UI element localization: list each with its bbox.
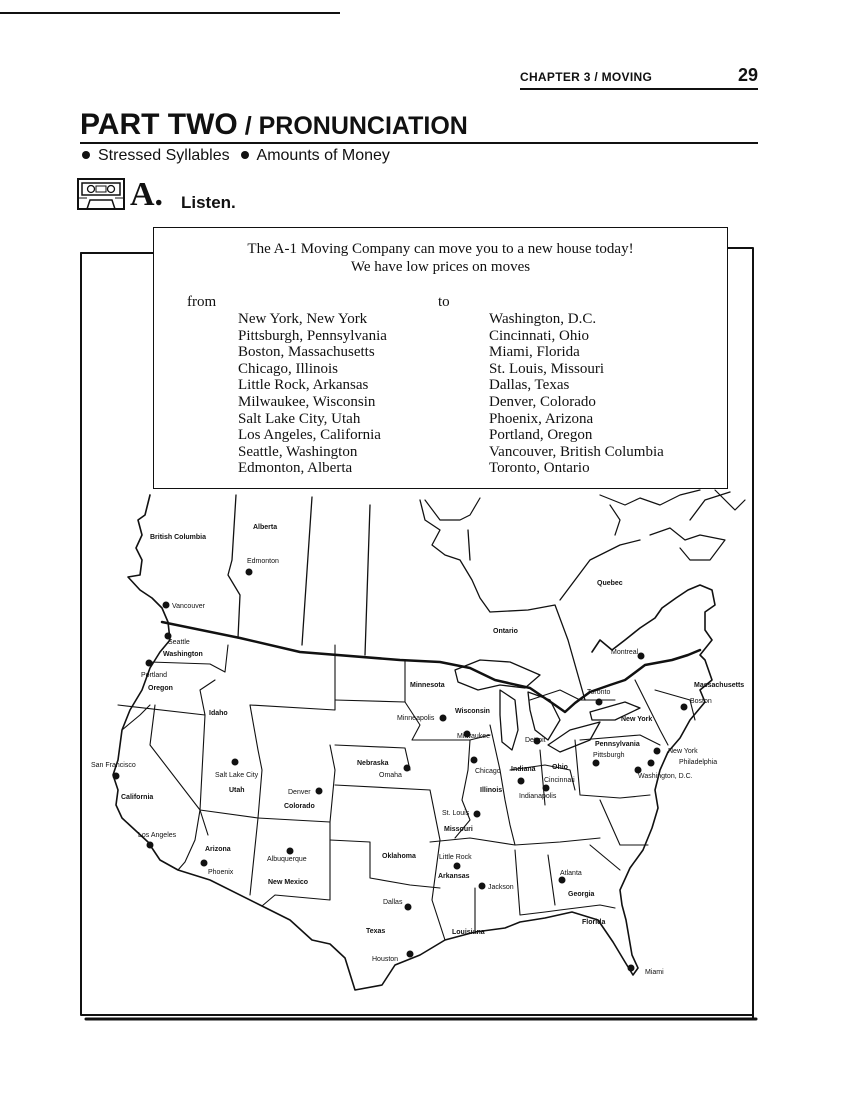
label-arizona: Arizona	[205, 846, 231, 853]
label-st-louis: St. Louis	[442, 810, 470, 817]
label-british-columbia: British Columbia	[150, 534, 207, 541]
part-separator: /	[237, 112, 259, 140]
origin-city-list	[238, 311, 387, 477]
label-arkansas: Arkansas	[438, 873, 470, 880]
destination-city: Vancouver, British Columbia	[489, 443, 664, 460]
part-heading	[80, 108, 468, 142]
label-florida: Florida	[582, 919, 606, 926]
label-colorado: Colorado	[284, 803, 315, 810]
label-boston: Boston	[690, 698, 712, 705]
ad-headline: The A-1 Moving Company can move you to a new house today!	[247, 241, 634, 257]
label-seattle: Seattle	[168, 639, 190, 646]
origin-city: Little Rock, Arkansas	[238, 377, 369, 394]
label-new-york-state: New York	[621, 716, 653, 723]
topic-list	[80, 147, 390, 165]
label-louisiana: Louisiana	[452, 929, 485, 936]
label-indianapolis: Indianapolis	[519, 793, 557, 800]
origin-city: Pittsburgh, Pennsylvania	[238, 327, 387, 344]
destination-city: Denver, Colorado	[489, 393, 596, 410]
destination-city: Washington, D.C.	[489, 311, 597, 327]
destination-city: Cincinnati, Ohio	[489, 327, 589, 344]
label-oregon: Oregon	[148, 685, 173, 692]
label-detroit: Detroit	[525, 737, 546, 744]
bullet-icon	[241, 151, 249, 159]
label-georgia: Georgia	[568, 891, 595, 898]
label-phoenix: Phoenix	[208, 869, 234, 876]
from-label: from	[187, 294, 217, 310]
label-pennsylvania: Pennsylvania	[595, 741, 640, 748]
province-borders	[228, 492, 730, 700]
label-dallas: Dallas	[383, 899, 403, 906]
origin-city: Salt Lake City, Utah	[238, 410, 361, 427]
origin-city: New York, New York	[238, 311, 368, 327]
destination-city: Dallas, Texas	[489, 377, 570, 394]
label-edmonton: Edmonton	[247, 558, 279, 565]
moving-ad-box	[153, 227, 728, 489]
part-title: PART TWO	[80, 108, 238, 141]
top-rule	[0, 12, 340, 14]
label-little-rock: Little Rock	[439, 854, 472, 861]
origin-city: Milwaukee, Wisconsin	[238, 393, 376, 410]
label-philadelphia: Philadelphia	[679, 759, 718, 766]
part-subtitle: PRONUNCIATION	[258, 112, 468, 140]
cassette-icon	[77, 178, 125, 210]
destination-city: St. Louis, Missouri	[489, 360, 605, 377]
destination-city: Portland, Oregon	[489, 427, 593, 444]
label-california: California	[121, 794, 154, 801]
to-label: to	[438, 294, 450, 310]
running-header	[520, 65, 758, 90]
label-wisconsin: Wisconsin	[455, 708, 490, 715]
label-alberta: Alberta	[253, 524, 278, 531]
destination-city: Toronto, Ontario	[489, 460, 590, 477]
label-utah: Utah	[229, 787, 245, 794]
label-massachusetts: Massachusetts	[694, 682, 745, 689]
exercise-instruction: Listen.	[181, 193, 236, 212]
origin-city: Chicago, Illinois	[238, 360, 338, 377]
origin-city: Boston, Massachusetts	[238, 344, 375, 361]
label-washington-dc: Washington, D.C.	[638, 773, 693, 780]
label-houston: Houston	[372, 956, 399, 963]
chapter-title: CHAPTER 3 / MOVING	[520, 70, 653, 84]
label-toronto: Toronto	[587, 689, 611, 696]
label-minnesota: Minnesota	[410, 682, 445, 689]
arctic-coast	[425, 490, 745, 560]
label-ontario: Ontario	[493, 628, 518, 635]
label-miami: Miami	[645, 969, 664, 976]
bullet-icon	[82, 151, 90, 159]
label-missouri: Missouri	[444, 826, 473, 833]
label-idaho: Idaho	[209, 710, 228, 717]
label-montreal: Montreal	[611, 649, 639, 656]
label-nebraska: Nebraska	[357, 760, 389, 767]
label-oklahoma: Oklahoma	[382, 853, 416, 860]
label-illinois: Illinois	[480, 787, 503, 794]
exercise-letter: A.	[130, 176, 164, 213]
label-new-york-city: New York	[668, 748, 698, 755]
label-washington: Washington	[163, 651, 203, 658]
destination-city: Phoenix, Arizona	[489, 410, 594, 427]
label-denver: Denver	[288, 789, 311, 796]
destination-city-list	[489, 311, 664, 477]
topic-item: Amounts of Money	[256, 147, 390, 164]
label-atlanta: Atlanta	[560, 870, 582, 877]
label-los-angeles: Los Angeles	[138, 832, 177, 839]
heading-rule	[80, 142, 758, 144]
label-cincinnati: Cincinnati	[544, 777, 575, 784]
label-portland: Portland	[141, 672, 168, 679]
page-number: 29	[737, 65, 758, 85]
origin-city: Edmonton, Alberta	[238, 460, 353, 477]
label-san-francisco: San Francisco	[91, 762, 136, 769]
origin-city: Los Angeles, California	[238, 427, 381, 444]
label-jackson: Jackson	[488, 884, 514, 891]
label-quebec: Quebec	[597, 580, 623, 587]
destination-city: Miami, Florida	[489, 344, 580, 361]
label-minneapolis: Minneapolis	[397, 715, 435, 722]
label-texas: Texas	[366, 928, 386, 935]
label-indiana: Indiana	[511, 766, 536, 773]
label-ohio: Ohio	[552, 764, 568, 771]
label-omaha: Omaha	[379, 772, 402, 779]
label-albuquerque: Albuquerque	[267, 856, 307, 863]
label-vancouver: Vancouver	[172, 603, 205, 610]
label-salt-lake-city: Salt Lake City	[215, 772, 259, 779]
label-pittsburgh: Pittsburgh	[593, 752, 625, 759]
canada-us-border	[162, 622, 700, 712]
label-new-mexico: New Mexico	[268, 879, 309, 886]
topic-item: Stressed Syllables	[98, 147, 230, 164]
label-chicago: Chicago	[475, 768, 501, 775]
origin-city: Seattle, Washington	[238, 443, 358, 460]
ad-subline: We have low prices on moves	[350, 259, 531, 275]
label-milwaukee: Milwaukee	[457, 733, 491, 740]
